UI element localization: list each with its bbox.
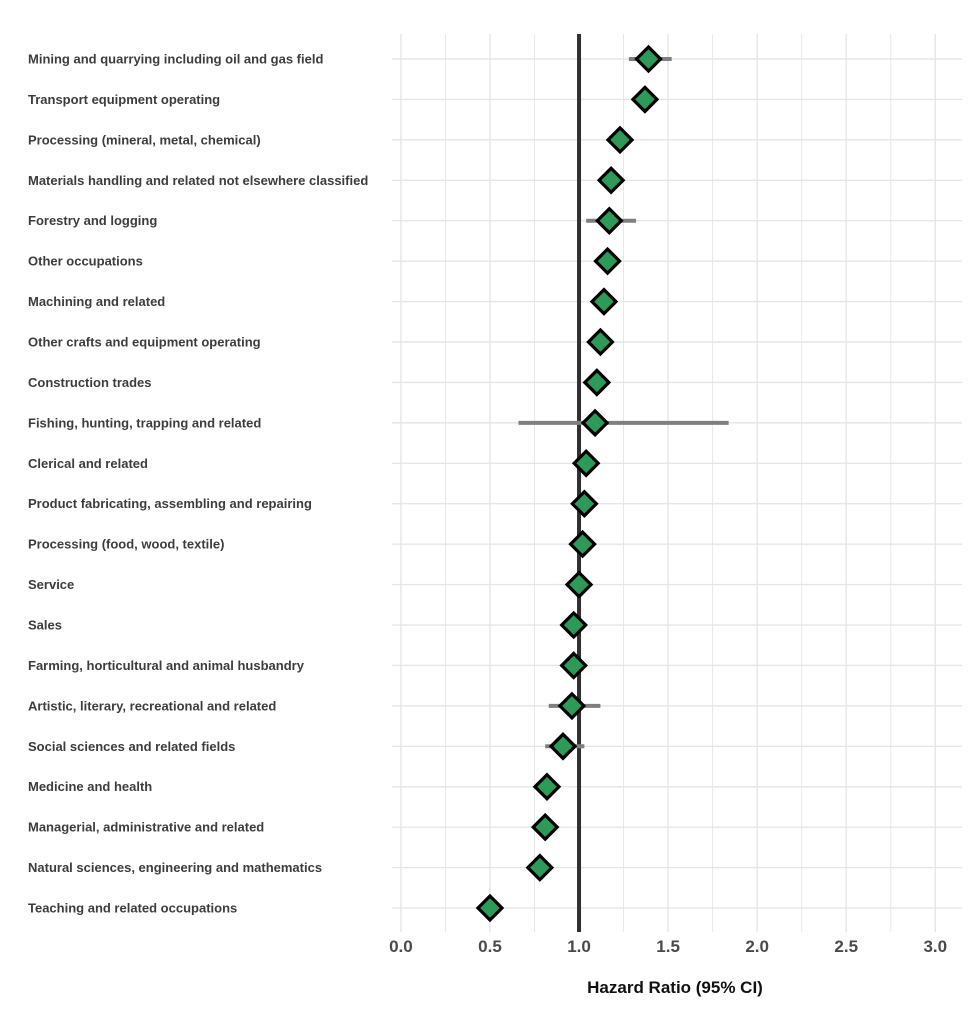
category-label: Managerial, administrative and related: [28, 819, 265, 835]
category-label: Other occupations: [28, 253, 143, 269]
category-label: Forestry and logging: [28, 213, 158, 229]
hr-marker: [592, 290, 616, 314]
hr-marker: [571, 532, 595, 556]
category-label: Other crafts and equipment operating: [28, 334, 261, 350]
category-label: Service: [28, 577, 75, 593]
category-label: Natural sciences, engineering and mathematics: [28, 860, 323, 876]
category-label: Teaching and related occupations: [28, 900, 238, 916]
x-tick-label: 1.0: [567, 937, 591, 956]
category-label: Mining and quarrying including oil and gas field: [28, 51, 324, 67]
x-tick-label: 3.0: [923, 937, 948, 956]
hr-marker: [478, 896, 502, 920]
category-label: Sales: [28, 617, 62, 633]
grid: [392, 34, 962, 932]
hr-marker: [533, 815, 557, 839]
category-label: Machining and related: [28, 294, 166, 310]
x-tick-label: 2.0: [745, 937, 769, 956]
category-label: Processing (mineral, metal, chemical): [28, 132, 261, 148]
category-label: Product fabricating, assembling and repairing: [28, 496, 312, 512]
hr-marker: [562, 613, 586, 637]
hr-marker: [599, 168, 623, 192]
hr-marker: [637, 47, 661, 71]
hr-marker: [535, 775, 559, 799]
category-label: Materials handling and related not elsewhere classified: [28, 172, 369, 188]
x-tick-label: 0.0: [389, 937, 413, 956]
category-label: Clerical and related: [28, 455, 148, 471]
hr-marker: [596, 249, 620, 273]
x-tick-label: 1.5: [656, 937, 680, 956]
category-label: Transport equipment operating: [28, 91, 221, 107]
x-axis-title: Hazard Ratio (95% CI): [587, 978, 763, 997]
category-label: Fishing, hunting, trapping and related: [28, 415, 262, 431]
x-tick-label: 0.5: [478, 937, 502, 956]
point-estimates: [478, 47, 661, 920]
hr-marker: [588, 330, 612, 354]
category-labels: [28, 52, 368, 916]
hr-marker: [551, 734, 575, 758]
hr-marker: [562, 653, 586, 677]
hr-marker: [567, 573, 591, 597]
x-tick-labels: [389, 937, 947, 956]
hr-marker: [633, 87, 657, 111]
category-label: Construction trades: [28, 374, 152, 390]
category-label: Processing (food, wood, textile): [28, 536, 225, 552]
category-label: Artistic, literary, recreational and related: [28, 698, 277, 714]
x-tick-label: 2.5: [834, 937, 859, 956]
category-label: Social sciences and related fields: [28, 738, 236, 754]
hr-marker: [528, 856, 552, 880]
hr-marker: [585, 370, 609, 394]
hr-marker: [597, 209, 621, 233]
hr-marker: [572, 492, 596, 516]
hr-marker: [583, 411, 607, 435]
category-label: Farming, horticultural and animal husbandry: [28, 657, 304, 673]
hr-marker: [608, 128, 632, 152]
category-label: Medicine and health: [28, 779, 153, 795]
